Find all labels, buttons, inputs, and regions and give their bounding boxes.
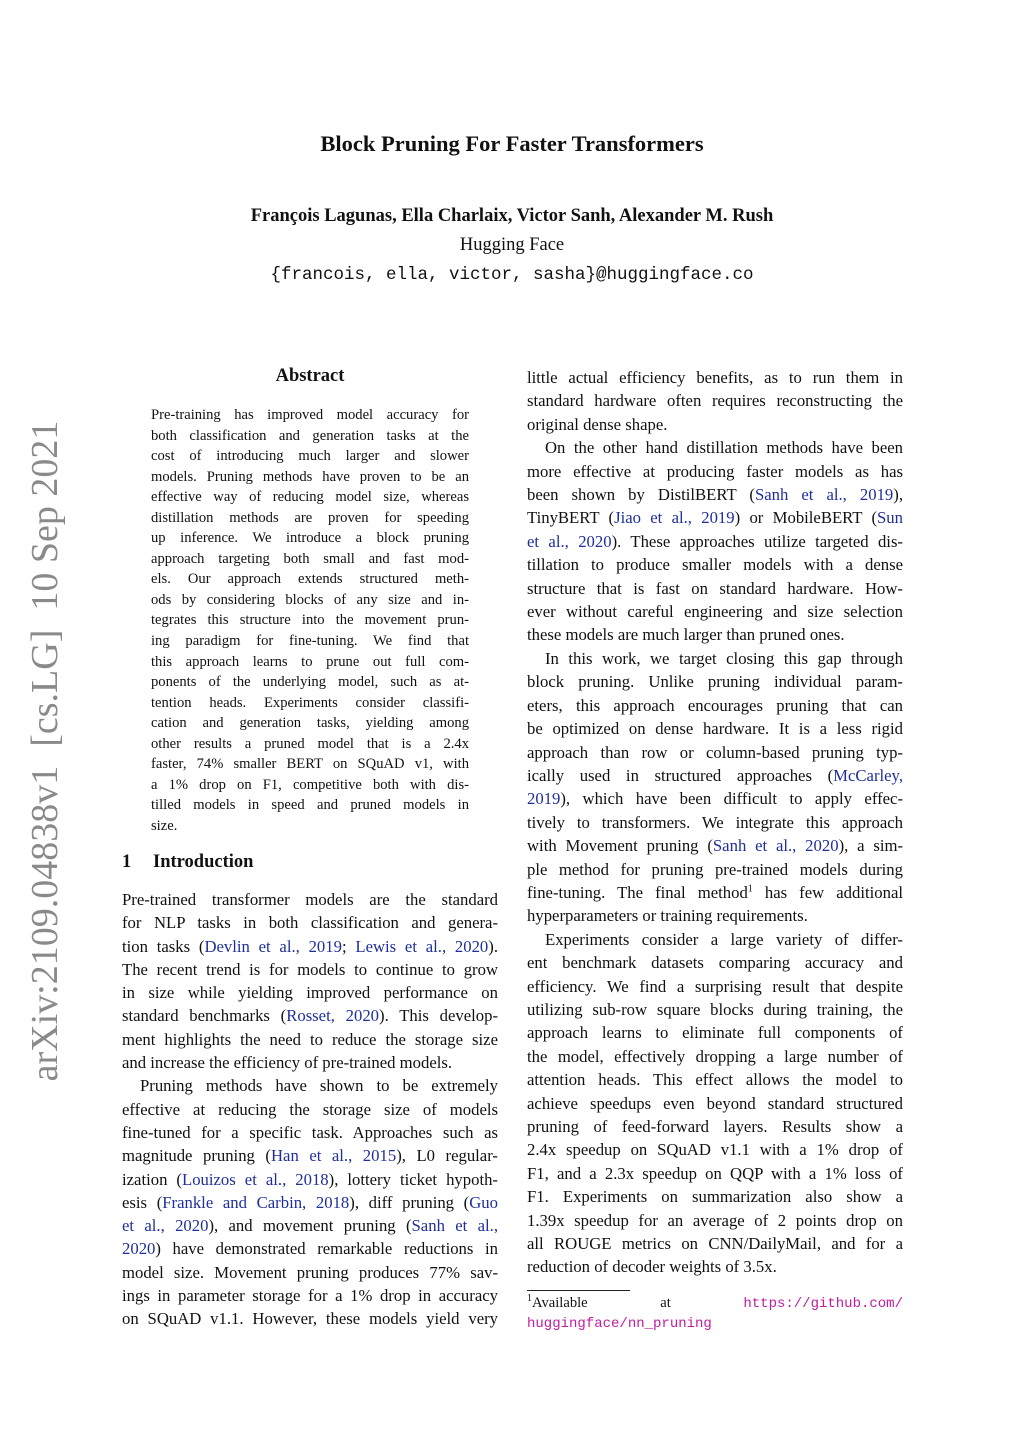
text-span: more effective at producing faster models as has: [527, 461, 903, 481]
text-span: ), and movement pruning (: [208, 1216, 412, 1236]
text-span: been shown by DistilBERT (: [527, 485, 755, 505]
text-span: ). This develop-: [379, 1006, 499, 1026]
text-span: tillation to produce smaller models with a dense: [527, 555, 903, 575]
citation-link[interactable]: Sanh et al., 2020: [712, 836, 839, 856]
text-line: [122, 1168, 498, 1191]
text-line: [122, 1121, 498, 1144]
text-span: pruning of feed-forward layers. Results show a: [527, 1117, 903, 1136]
text-span: ) or MobileBERT (: [734, 508, 878, 528]
text-span: ization (: [122, 1169, 182, 1189]
text-line: [527, 764, 903, 787]
text-line: [151, 590, 469, 611]
text-line: [527, 1045, 903, 1068]
text-line: [122, 935, 498, 958]
text-span: ever without careful engineering and size selection: [527, 602, 903, 622]
paragraph: [527, 436, 903, 647]
text-line: [151, 652, 469, 673]
text-span: distillation methods are proven for speeding: [151, 509, 469, 526]
text-line: [527, 623, 903, 646]
text-span: Experiments consider a large variety of differ-: [545, 929, 903, 949]
citation-link[interactable]: Lewis et al., 2020: [355, 936, 489, 956]
text-span: The recent trend is for models to continue to grow: [122, 959, 498, 979]
text-span: ), which have been difficult to apply effec-: [560, 789, 903, 809]
text-span: model size. Movement pruning produces 77% sav-: [122, 1262, 498, 1282]
text-span: ). These approaches utilize targeted dis-: [611, 531, 903, 551]
text-line: [527, 366, 903, 389]
authors: François Lagunas, Ella Charlaix, Victor Sanh, Alexander M. Rush: [250, 206, 774, 226]
text-line: [151, 569, 469, 590]
text-span: the model, effectively dropping a large number of: [527, 1046, 903, 1066]
text-line: [527, 1092, 903, 1115]
text-line: [527, 904, 903, 927]
citation-link[interactable]: Sanh et al., 2019: [754, 485, 894, 505]
text-line: [151, 693, 469, 714]
text-line: [527, 1021, 903, 1044]
text-span: standard benchmarks (: [122, 1006, 287, 1026]
text-span: tion tasks (: [122, 936, 205, 956]
text-span: a 1% drop on F1, competitive both with dis-: [151, 776, 469, 793]
text-span: this approach learns to prune out full com-: [151, 653, 469, 670]
text-line: [527, 881, 903, 904]
text-span: ods by considering blocks of any size and in-: [151, 591, 469, 608]
text-line: [122, 1237, 498, 1260]
paragraph: [151, 405, 469, 836]
text-span: approach learns to eliminate full components of: [527, 1023, 903, 1043]
text-span: with Movement pruning (: [527, 836, 713, 856]
text-line: [151, 672, 469, 693]
left-column-body: [122, 888, 498, 1331]
text-span: models. Pruning methods have proven to be an: [151, 468, 469, 485]
text-span: approach than row or column-based pruning typ-: [527, 742, 903, 762]
text-span: ),: [893, 485, 903, 505]
text-span: ), L0 regular-: [396, 1146, 498, 1166]
text-line: [527, 1185, 903, 1208]
text-span: cost of introducing much larger and slower: [151, 448, 469, 465]
text-span: esis (: [122, 1192, 163, 1212]
text-span: Pruning methods have shown to be extremely: [140, 1076, 498, 1096]
text-line: [527, 670, 903, 693]
text-span: and increase the efficiency of pre-trained models.: [122, 1053, 453, 1073]
text-line: [122, 1261, 498, 1284]
text-span: Pre-training has improved model accuracy for: [151, 407, 469, 423]
text-span: ent benchmark datasets comparing accuracy and: [527, 953, 903, 973]
text-span: structure that is fast on standard hardware. How-: [527, 578, 903, 598]
text-span: tegrates this structure into the movement prun-: [151, 612, 469, 629]
text-line: [527, 1068, 903, 1091]
text-span: ) have demonstrated remarkable reductions in: [155, 1239, 498, 1259]
text-line: [527, 717, 903, 740]
text-span: fine-tuning. The final method: [527, 882, 748, 902]
text-line: [527, 787, 903, 810]
text-span: F1. Experiments on summarization also show a: [527, 1187, 903, 1207]
text-span: be optimized on dense hardware. It is a less rigid: [527, 719, 903, 739]
text-span: ment highlights the need to reduce the storage size: [122, 1029, 498, 1049]
paragraph: [527, 928, 903, 1279]
paragraph: [122, 888, 498, 1074]
text-span: effective at reducing the storage size of models: [122, 1099, 498, 1119]
text-line: [151, 795, 469, 816]
text-span: In this work, we target closing this gap through: [545, 648, 903, 668]
text-span: ponents of the underlying model, such as at-: [151, 674, 469, 691]
text-line: [527, 436, 903, 459]
text-line: [527, 694, 903, 717]
text-line: [527, 858, 903, 881]
text-line: [527, 1115, 903, 1138]
text-line: [151, 713, 469, 734]
text-span: ;: [341, 936, 356, 956]
text-span: effective way of reducing model size, whereas: [151, 489, 469, 506]
citation-link[interactable]: Sun: [877, 508, 903, 528]
text-span: ), lottery ticket hypoth-: [328, 1169, 498, 1189]
citation-link[interactable]: et al., 2020: [527, 531, 612, 551]
text-line: [122, 1214, 498, 1237]
text-span: for NLP tasks in both classification and genera-: [122, 913, 498, 933]
text-span: original dense shape.: [527, 414, 668, 434]
citation-link[interactable]: 2019: [527, 789, 561, 809]
text-span: TinyBERT (: [527, 508, 615, 528]
text-line: [122, 958, 498, 981]
text-line: [151, 754, 469, 775]
section-heading-introduction: [122, 852, 253, 873]
footnote-marker[interactable]: 1: [747, 883, 753, 895]
text-span: F1, and a 2.3x speedup on QQP with a 1% loss of: [527, 1163, 903, 1183]
text-span: approach targeting both small and fast mod-: [151, 550, 469, 567]
citation-link[interactable]: Devlin et al., 2019: [204, 936, 342, 956]
text-line: [151, 508, 469, 529]
text-span: 2.4x speedup on SQuAD v1.1 with a 1% drop of: [527, 1140, 903, 1160]
text-line: [527, 1314, 903, 1334]
text-span: achieve speedups even beyond standard structured: [527, 1093, 903, 1113]
text-line: [151, 549, 469, 570]
citation-link[interactable]: Jiao et al., 2019: [614, 508, 735, 528]
text-line: [527, 506, 903, 529]
text-line: [122, 1284, 498, 1307]
text-line: [122, 1004, 498, 1027]
citation-link[interactable]: Sanh et al.,: [411, 1216, 498, 1236]
text-line: [527, 741, 903, 764]
text-line: [527, 811, 903, 834]
text-span: tively to transformers. We integrate this approach: [527, 812, 903, 832]
text-line: [527, 1294, 903, 1314]
text-line: [527, 1232, 903, 1255]
paper-title: Block Pruning For Faster Transformers: [320, 131, 704, 156]
text-line: [527, 389, 903, 412]
citation-link[interactable]: Rosset, 2020: [286, 1006, 380, 1026]
text-line: [151, 446, 469, 467]
text-line: [151, 467, 469, 488]
text-span: both classification and generation tasks at the: [151, 427, 469, 444]
text-span: On the other hand distillation methods have been: [545, 438, 903, 458]
text-line: [527, 951, 903, 974]
text-span: other results a pruned model that is a 2.4x: [151, 735, 469, 752]
text-line: [151, 631, 469, 652]
text-line: [527, 553, 903, 576]
text-line: [122, 1051, 498, 1074]
text-span: utilizing sub-row square blocks during training, the: [527, 999, 903, 1019]
text-span: 1.39x speedup for an average of 2 points drop on: [527, 1210, 903, 1230]
text-span: eters, this approach encourages pruning that can: [527, 695, 903, 715]
abstract-heading: Abstract: [275, 366, 345, 386]
text-span: attention heads. This effect allows the model to: [527, 1070, 903, 1090]
abstract-body: [151, 405, 469, 836]
citation-link[interactable]: Louizos et al., 2018: [182, 1169, 329, 1189]
author-emails: {francois, ella, victor, sasha}@huggingface.co: [270, 265, 754, 285]
text-span: Pre-trained transformer models are the standard: [122, 890, 498, 909]
text-span: these models are much larger than pruned ones.: [527, 625, 845, 645]
text-line: [151, 487, 469, 508]
text-line: [527, 1255, 903, 1278]
text-line: [527, 460, 903, 483]
text-line: [527, 1209, 903, 1232]
footnote-marker[interactable]: 1: [527, 1293, 532, 1305]
text-line: [122, 888, 498, 911]
text-line: [151, 528, 469, 549]
text-line: [151, 775, 469, 796]
text-line: [527, 928, 903, 951]
text-line: [151, 816, 469, 837]
citation-link[interactable]: Guo: [469, 1192, 498, 1212]
citation-link[interactable]: Han et al., 2015: [270, 1146, 397, 1166]
text-line: [527, 1138, 903, 1161]
text-line: [122, 911, 498, 934]
text-span: block pruning. Unlike pruning individual param-: [527, 672, 903, 692]
url-link[interactable]: huggingface/nn_pruning: [527, 1315, 712, 1332]
citation-link[interactable]: 2020: [122, 1239, 156, 1259]
text-span: ically used in structured approaches (: [527, 765, 834, 785]
text-span: has few additional: [752, 882, 903, 902]
text-span: in size while yielding improved performance on: [122, 983, 498, 1003]
text-span: reduction of decoder weights of 3.5x.: [527, 1257, 777, 1277]
section-title: Introduction: [153, 852, 254, 872]
section-number: 1: [122, 852, 132, 872]
arxiv-stamp: arXiv:2109.04838v1 [cs.LG] 10 Sep 2021: [24, 420, 66, 1082]
text-line: [122, 1074, 498, 1097]
text-span: up inference. We introduce a block pruning: [151, 530, 469, 547]
text-line: [122, 1098, 498, 1121]
footnote-rule: [527, 1290, 630, 1291]
text-span: ing paradigm for fine-tuning. We find that: [151, 633, 469, 650]
text-span: ), diff pruning (: [349, 1192, 470, 1212]
paragraph: [527, 647, 903, 928]
text-line: [527, 975, 903, 998]
affiliation: Hugging Face: [459, 235, 565, 255]
text-span: tilled models in speed and pruned models in: [151, 797, 469, 814]
text-span: Available at: [532, 1295, 744, 1311]
text-line: [122, 1144, 498, 1167]
text-span: fine-tuned for a specific task. Approaches such as: [122, 1122, 498, 1142]
text-line: [527, 647, 903, 670]
text-line: [151, 610, 469, 631]
footnote: [527, 1294, 903, 1333]
text-line: [527, 834, 903, 857]
text-span: els. Our approach extends structured meth-: [151, 571, 469, 588]
paragraph: [122, 1074, 498, 1330]
citation-link[interactable]: Frankle and Carbin, 2018: [162, 1192, 350, 1212]
citation-link[interactable]: et al., 2020: [122, 1216, 209, 1236]
text-span: faster, 74% smaller BERT on SQuAD v1, with: [151, 756, 469, 773]
citation-link[interactable]: McCarley,: [833, 765, 903, 785]
text-span: all ROUGE metrics on CNN/DailyMail, and for a: [527, 1234, 903, 1254]
text-line: [151, 405, 469, 426]
text-span: ).: [488, 936, 498, 956]
text-line: [122, 981, 498, 1004]
text-span: tention heads. Experiments consider classifi-: [151, 694, 469, 711]
text-line: [122, 1307, 498, 1330]
url-link[interactable]: https://github.com/: [743, 1296, 903, 1312]
text-span: on SQuAD v1.1. However, these models yield very: [122, 1309, 498, 1329]
paragraph: [527, 366, 903, 436]
text-line: [151, 734, 469, 755]
text-span: ), a sim-: [838, 836, 904, 856]
text-span: ings in parameter storage for a 1% drop in accuracy: [122, 1286, 498, 1306]
text-line: [527, 530, 903, 553]
text-span: cation and generation tasks, yielding among: [151, 715, 469, 732]
paragraph: [527, 1294, 903, 1333]
text-span: standard hardware often requires reconstructing the: [527, 391, 903, 411]
right-column-body: [527, 366, 903, 1279]
text-span: magnitude pruning (: [122, 1146, 271, 1166]
text-line: [527, 577, 903, 600]
text-line: [527, 1162, 903, 1185]
text-line: [527, 483, 903, 506]
text-line: [122, 1028, 498, 1051]
text-line: [527, 998, 903, 1021]
text-line: [527, 600, 903, 623]
text-span: size.: [151, 817, 178, 834]
text-span: hyperparameters or training requirements.: [527, 906, 808, 926]
text-line: [122, 1191, 498, 1214]
text-span: efficiency. We find a surprising result that despite: [527, 976, 903, 996]
text-span: ple method for pruning pre-trained models during: [527, 859, 903, 879]
text-line: [151, 426, 469, 447]
text-span: little actual efficiency benefits, as to run them in: [527, 368, 903, 387]
text-line: [527, 413, 903, 436]
